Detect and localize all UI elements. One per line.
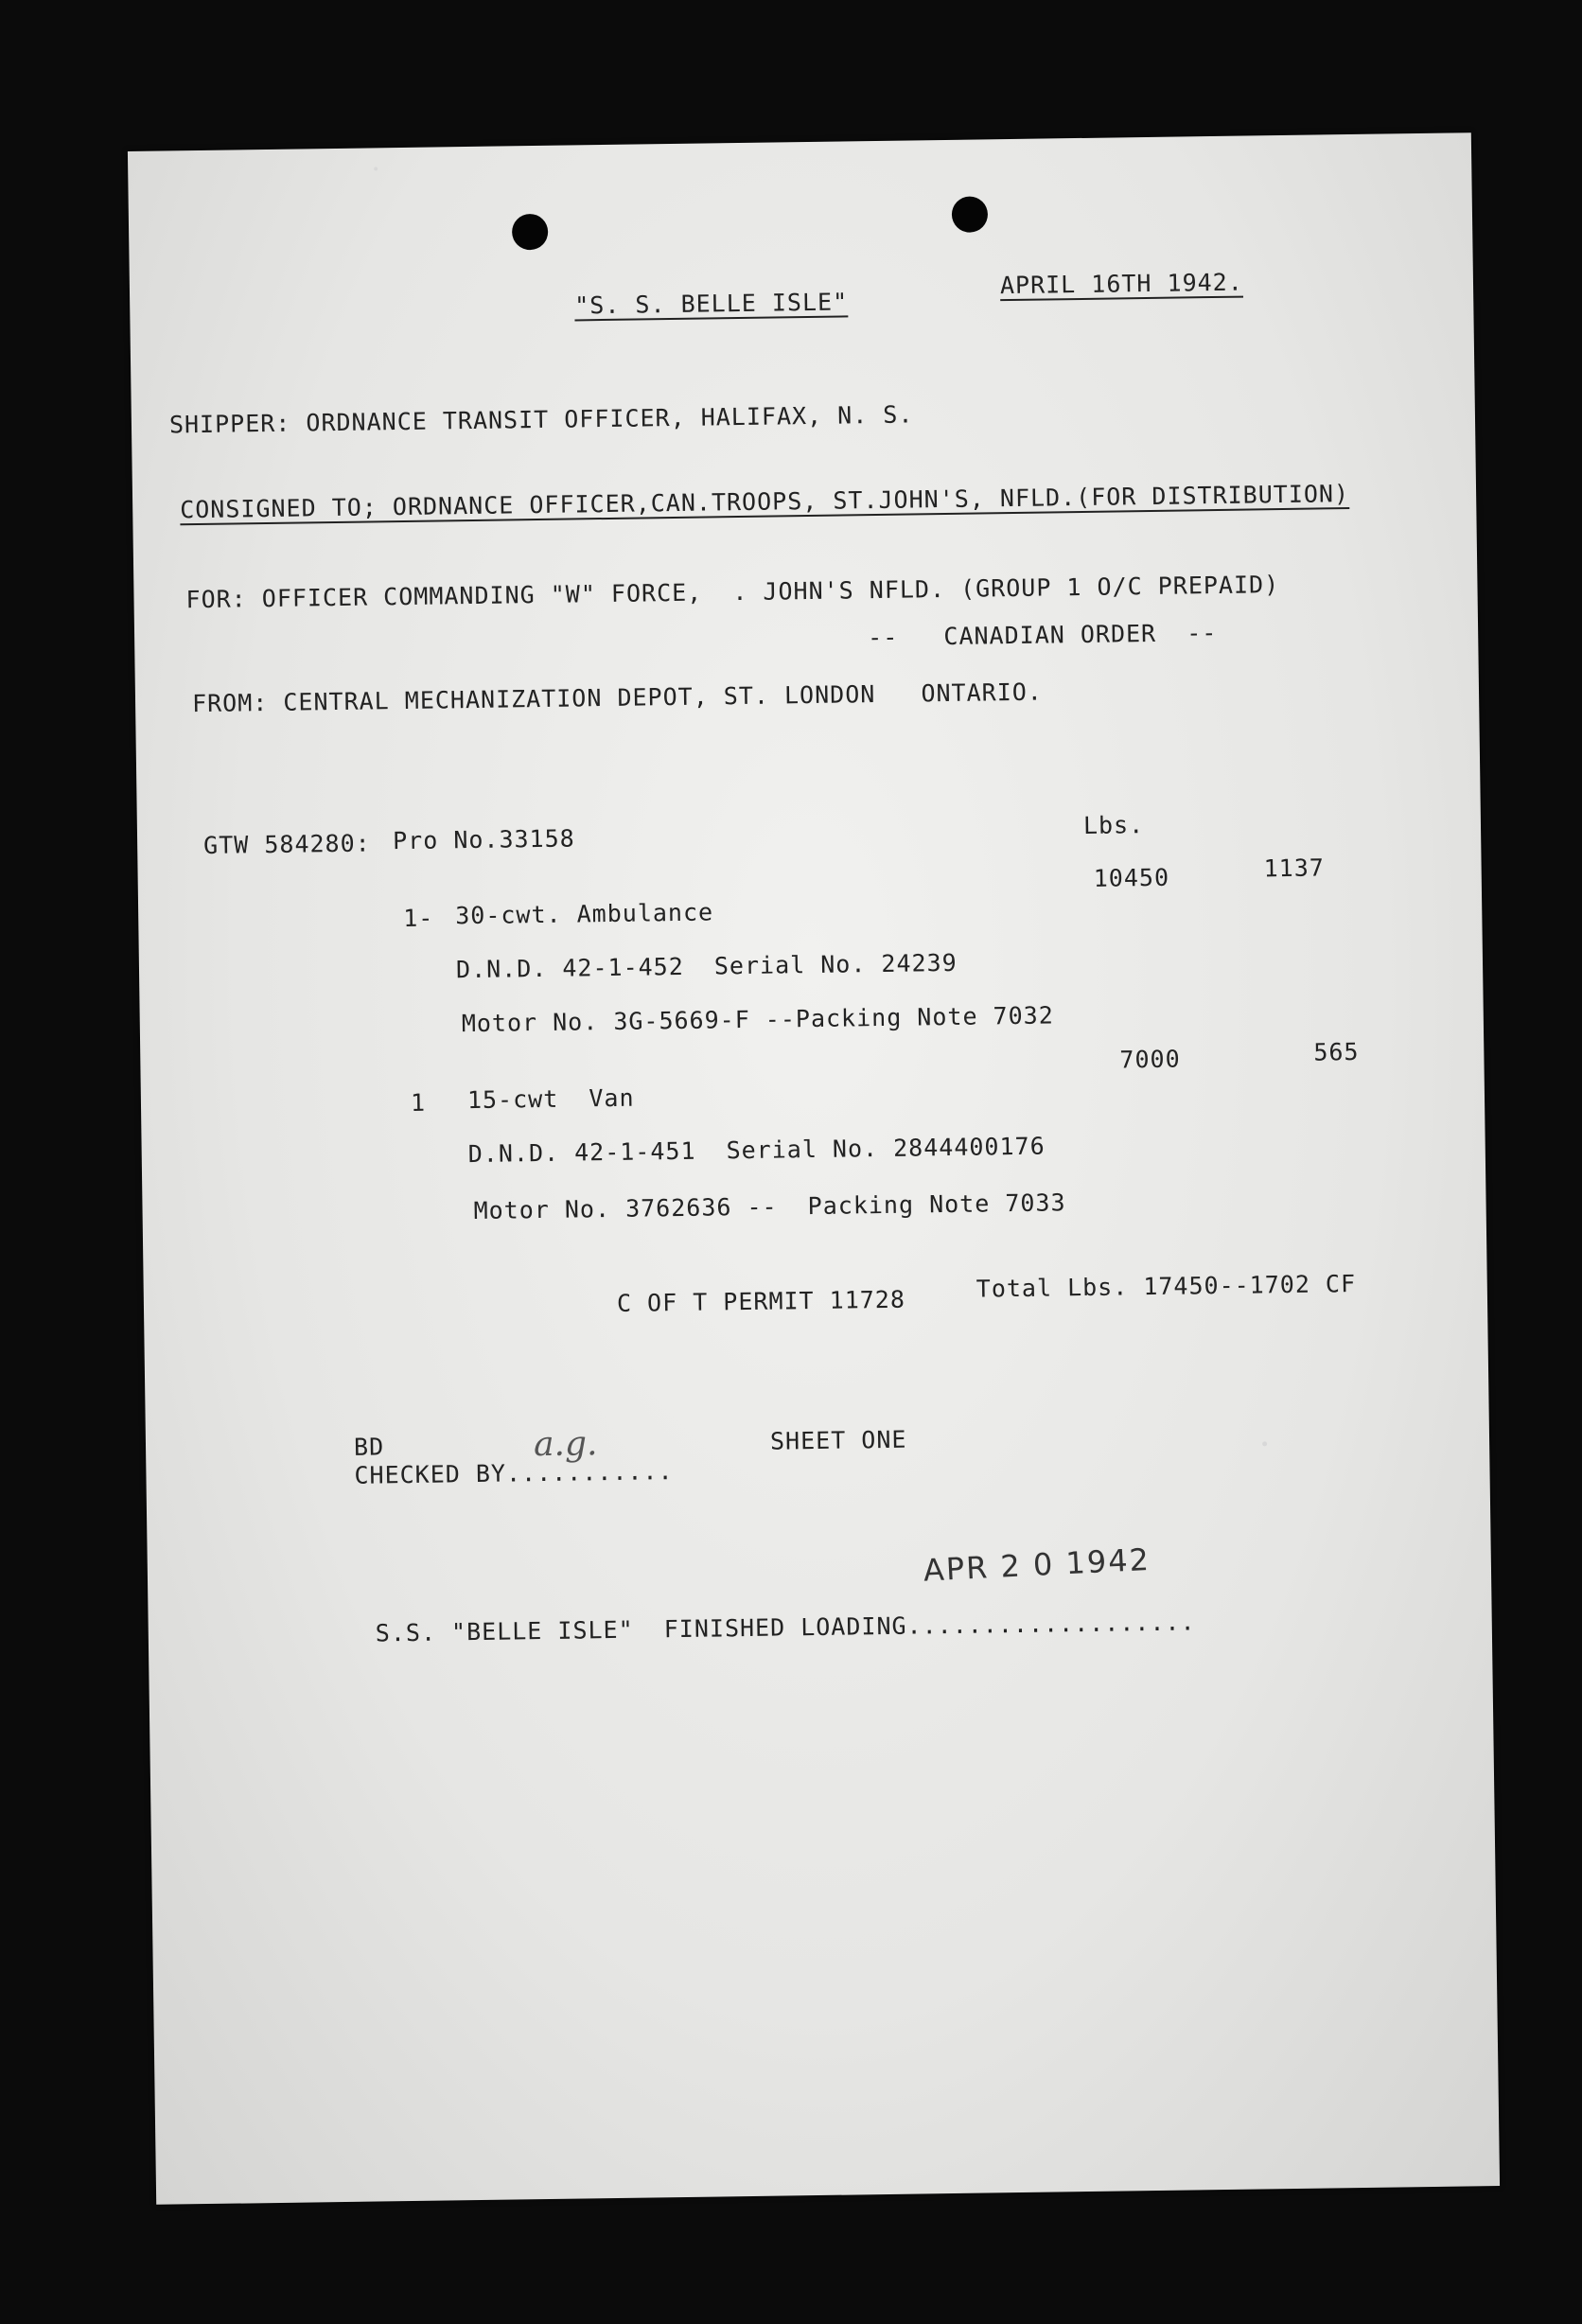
item-qty: 1 — [410, 1088, 427, 1117]
bd-label: BD — [353, 1433, 385, 1461]
total-weight: Total Lbs. 17450--1702 CF — [976, 1270, 1357, 1303]
document-date: APRIL 16TH 1942. — [999, 268, 1243, 300]
item-dnd: D.N.D. 42-1-451 Serial No. 2844400176 — [467, 1132, 1046, 1169]
finished-loading: S.S. "BELLE ISLE" FINISHED LOADING................... — [375, 1608, 1196, 1647]
item-cf: 1137 — [1263, 854, 1326, 883]
item-qty: 1- — [403, 904, 434, 933]
checker-initials: a.g. — [533, 1424, 598, 1465]
punch-hole — [952, 196, 989, 233]
item-desc: 30-cwt. Ambulance — [455, 898, 714, 930]
sheet-number: SHEET ONE — [769, 1425, 907, 1455]
pro-number: Pro No.33158 — [392, 824, 575, 855]
item-desc: 15-cwt Van — [466, 1083, 635, 1115]
permit-number: C OF T PERMIT 11728 — [616, 1285, 906, 1317]
item-motor: Motor No. 3762636 -- Packing Note 7033 — [473, 1188, 1066, 1225]
gtw-number: GTW 584280: — [202, 829, 371, 859]
consigned-line: CONSIGNED TO; ORDNANCE OFFICER,CAN.TROOPS, ST.JOHN'S, NFLD.(FOR DISTRIBUTION) — [180, 480, 1350, 524]
from-line: FROM: CENTRAL MECHANIZATION DEPOT, ST. LONDON ONTARIO. — [191, 678, 1044, 718]
lbs-header: Lbs. — [1082, 811, 1145, 839]
checked-by: CHECKED BY........... — [354, 1457, 674, 1489]
item-lbs: 10450 — [1093, 863, 1170, 892]
punch-hole — [512, 214, 549, 251]
document-page — [128, 132, 1500, 2205]
item-cf: 565 — [1313, 1037, 1360, 1066]
item-dnd: D.N.D. 42-1-452 Serial No. 24239 — [455, 948, 958, 984]
shipper-line: SHIPPER: ORDNANCE TRANSIT OFFICER, HALIFAX, N. S. — [168, 400, 914, 439]
vessel-name: "S. S. BELLE ISLE" — [574, 288, 849, 320]
order-line: -- CANADIAN ORDER -- — [867, 618, 1218, 652]
item-motor: Motor No. 3G-5669-F --Packing Note 7032 — [461, 1001, 1054, 1038]
for-line: FOR: OFFICER COMMANDING "W" FORCE, . JOHN'S NFLD. (GROUP 1 O/C PREPAID) — [185, 571, 1280, 614]
paper-speck — [374, 167, 378, 170]
date-stamp: APR 2 0 1942 — [923, 1541, 1151, 1589]
paper-speck — [1262, 1441, 1267, 1446]
item-lbs: 7000 — [1119, 1045, 1181, 1074]
